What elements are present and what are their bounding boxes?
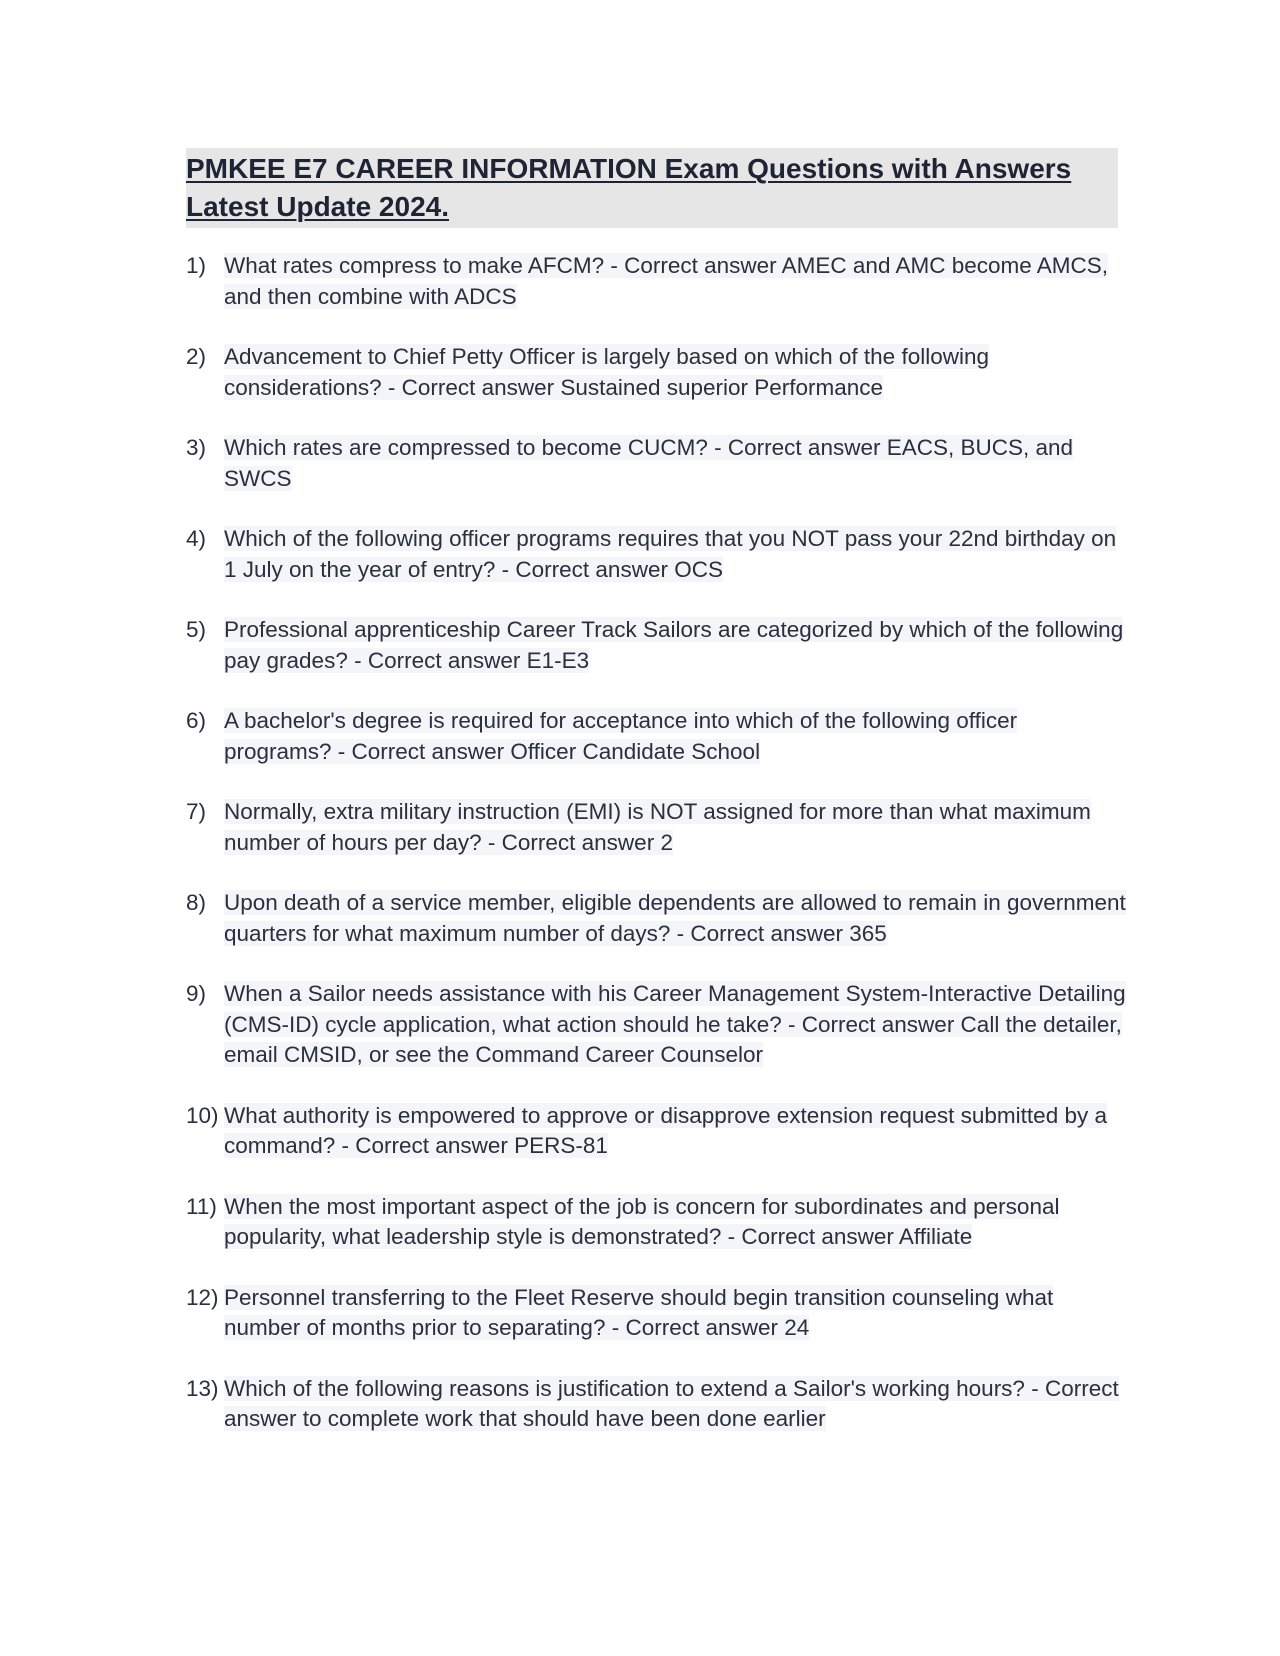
item-number: 5)	[186, 617, 207, 642]
list-item	[186, 251, 1126, 312]
item-number: 3)	[186, 435, 207, 460]
list-item	[186, 433, 1126, 494]
item-text: When the most important aspect of the job is concern for subordinates and personal popularity, what leadership style is demonstrated? - Correct answer Affiliate	[224, 1193, 1060, 1249]
item-number: 6)	[186, 708, 207, 733]
list-item	[186, 1192, 1126, 1253]
question-list	[186, 251, 1126, 1465]
item-number: 2)	[186, 344, 207, 369]
list-item	[186, 888, 1126, 949]
item-number: 1)	[186, 253, 207, 278]
item-number: 11)	[186, 1193, 217, 1219]
item-number: 12)	[186, 1284, 219, 1310]
list-item	[186, 797, 1126, 858]
list-item	[186, 1101, 1126, 1162]
item-text: Which rates are compressed to become CUCM? - Correct answer EACS, BUCS, and SWCS	[224, 435, 1074, 491]
item-text: Normally, extra military instruction (EMI) is NOT assigned for more than what maximum number of hours per day? - Correct answer 2	[224, 799, 1091, 855]
list-item	[186, 706, 1126, 767]
item-text: Advancement to Chief Petty Officer is largely based on which of the following considerations? - Correct answer Sustained superior Performance	[224, 344, 989, 400]
item-number: 8)	[186, 890, 207, 915]
item-text: What authority is empowered to approve or disapprove extension request submitted by a command? - Correct answer PERS-81	[224, 1102, 1107, 1158]
list-item	[186, 615, 1126, 676]
item-text: Which of the following officer programs requires that you NOT pass your 22nd birthday on 1 July on the year of entry? - Correct answer OCS	[224, 526, 1117, 582]
item-number: 10)	[186, 1102, 219, 1128]
item-number: 7)	[186, 799, 207, 824]
list-item	[186, 1283, 1126, 1344]
list-item	[186, 524, 1126, 585]
list-item	[186, 979, 1126, 1071]
item-text: Upon death of a service member, eligible dependents are allowed to remain in government quarters for what maximum number of days? - Correct answer 365	[224, 890, 1126, 946]
item-text: When a Sailor needs assistance with his Career Management System-Interactive Detailing (CMS-ID) cycle application, what action should he take? - Correct answer Call the detailer, email CMSID, or see the Command Career Counselor	[224, 981, 1126, 1067]
document-title: PMKEE E7 CAREER INFORMATION Exam Questions with Answers Latest Update 2024.	[186, 153, 1072, 222]
item-text: Professional apprenticeship Career Track Sailors are categorized by which of the following pay grades? - Correct answer E1-E3	[224, 617, 1124, 673]
item-number: 9)	[186, 981, 207, 1006]
item-text: Which of the following reasons is justification to extend a Sailor's working hours? - Correct answer to complete work that should have been done earlier	[224, 1375, 1119, 1431]
item-text: What rates compress to make AFCM? - Correct answer AMEC and AMC become AMCS, and then combine with ADCS	[224, 253, 1109, 309]
list-item	[186, 342, 1126, 403]
item-text: Personnel transferring to the Fleet Reserve should begin transition counseling what number of months prior to separating? - Correct answer 24	[224, 1284, 1054, 1340]
list-item	[186, 1374, 1126, 1435]
item-text: A bachelor's degree is required for acceptance into which of the following officer programs? - Correct answer Officer Candidate School	[224, 708, 1018, 764]
item-number: 4)	[186, 526, 207, 551]
item-number: 13)	[186, 1375, 219, 1401]
title-block	[186, 148, 1118, 228]
